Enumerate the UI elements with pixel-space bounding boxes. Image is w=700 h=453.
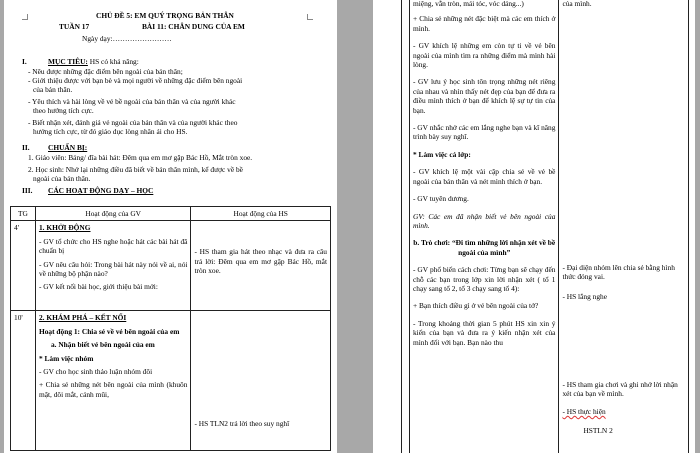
header-gv: Hoạt động của GV [35,207,191,221]
preparation-list [28,153,252,183]
objective-line: - Biết nhận xét, đánh giá vẻ ngoài của bản thân và của người khác theo [28,118,238,127]
hs-activity: - HS thực hiện [562,407,606,416]
corner-mark [307,14,313,20]
table-header-row [11,207,331,221]
activity-heading: Hoạt động 1: Chia sẻ về vẻ bên ngoài của em [38,326,180,336]
row-hs-cell [191,311,331,451]
document-page-left [4,0,337,453]
header-hs: Hoạt động của HS [191,207,331,221]
preparation-line: ngoài của bản thân. [33,174,91,183]
gv-activity: + Chia sẻ những nét đặc biệt mà các em thích ở mình. [412,14,556,33]
activities-table [10,206,331,451]
gv-activity: - GV nhắc nhở các em lắng nghe bạn và kĩ năng trình bày suy nghĩ. [412,123,556,142]
week-label: TUẦN 17 [59,22,90,31]
gv-activity: miệng, vẫn tròn, mái tóc, vóc dáng...) [412,0,524,8]
row-time [402,0,410,453]
step-title: 2. KHÁM PHÁ – KẾT NỐI [38,313,127,323]
row-time: 10' [11,311,36,451]
hs-activity: - HS lắng nghe [562,292,607,301]
section-objectives [48,57,139,66]
hs-activity: - HS TLN2 trả lời theo suy nghĩ [194,419,290,429]
preparation-line: 2. Học sinh: Nhớ lại những điều đã biết về bản thân mình, kể được về bề [28,165,243,174]
hs-activity: - HS tham gia hát theo nhạc và đưa ra câu trả lời: Đêm qua em mơ gặp Bác Hồ, mắt tròn xoe. [194,247,327,276]
table-row [11,221,331,311]
objectives-list [28,67,242,136]
gv-activity: - GV lưu ý học sinh tôn trọng những nét riêng của nhau và nhìn thấy nét đẹp của bạn để đưa ra điều mình thích ở bạn để khích lệ sự tự tin của bạn. [412,77,556,115]
hs-activity: - HS tham gia chơi và ghi nhớ lời nhận xét của bạn về mình. [562,380,678,399]
teaching-date: Ngày dạy:…………………… [82,34,172,43]
preparation-line: 1. Giáo viên: Bảng/ đĩa bài hát: Đêm qua em mơ gặp Bác Hồ, Mắt tròn xoe. [28,153,253,162]
objective-line: - Yêu thích và hài lòng về vẻ bề ngoài của bản thân và của người khác [28,97,236,106]
topic-title: CHỦ ĐỀ 5: EM QUÝ TRỌNG BẢN THÂN [96,11,234,20]
objectives-title: MỤC TIÊU: [48,57,88,66]
row-hs-cell [559,0,689,453]
document-page-right [373,0,695,453]
gv-activity: - GV phổ biến cách chơi: Từng bạn sẽ chạy đến chỗ các bạn trong lớp xin lời nhận xét ( tổ 1 chạy sang tổ 2, tổ 3 chạy sang tổ 4): [412,265,556,293]
objectives-intro: HS có khả năng: [87,57,139,66]
section-num-3: III. [22,186,33,195]
gv-activity: - GV cho học sinh thảo luận nhóm đôi [38,367,153,377]
header-tg: TG [11,207,36,221]
section-num-2: II. [22,143,30,152]
sub-heading: a. Nhận biết vẻ bên ngoài của em [50,340,155,350]
hs-activity: - Đại diện nhóm lên chia sẻ bằng hình thức đóng vai. [562,263,675,282]
row-time: 4' [11,221,36,311]
row-gv-cell [409,0,558,453]
row-gv-cell [35,311,191,451]
corner-mark [22,14,28,20]
preparation-title: CHUẨN BỊ: [48,143,88,152]
gv-activity: + Chia sẻ những nét bên ngoài của mình (khuôn mặt, dôi mắt, cánh mũi, [38,380,188,399]
section-num-1: I. [22,57,27,66]
gv-activity: + Bạn thích điều gì ở vẻ bên ngoài của tớ? [412,301,539,311]
gv-activity: - GV tuyên dương. [412,194,469,204]
table-row [11,311,331,451]
gv-activity: - Trong khoảng thời gian 5 phút HS xin xin ý kiến của bạn và đưa ra ý kiến nhận xét của mình đối với bạn. Bạn nào thu [412,318,556,347]
lesson-title: BÀI 11: CHÂN DUNG CỦA EM [142,22,245,31]
hs-activity: của mình. [562,0,592,8]
work-mode: * Làm việc cả lớp: [412,149,471,159]
gv-activity: - GV kết nối bài học, giới thiệu bài mới: [38,282,158,292]
gv-activity: - GV tổ chức cho HS nghe hoặc hát các bài hát đã chuẩn bị [38,236,188,256]
gv-conclusion: GV: Các em đã nhận biết vẻ bên ngoài của mình. [412,211,556,230]
activities-table-continued [401,0,689,453]
gv-activity: - GV khích lệ một vài cặp chia sẻ về vẻ bề ngoài của bản thân và nét mình thích ở bạn. [412,167,556,186]
gv-activity: - GV khích lệ những em còn tự ti về vẻ bên ngoài của mình tìm ra những điểm mà mình hài lòng. [412,41,556,70]
step-title: 1. KHỞI ĐỘNG [38,223,91,233]
objective-line: theo hướng tích cực. [33,106,94,115]
objective-line: - Nêu được những đặc điểm bên ngoài của bản thân; [28,67,183,76]
row-hs-cell [191,221,331,311]
row-gv-cell [35,221,191,311]
game-title: b. Trò chơi: “Đi tìm những lời nhận xét về bề ngoài của mình” [413,238,556,257]
work-mode: * Làm việc nhóm [38,353,94,363]
objective-line: hướng tích cực, từ đó giáo dục lòng nhân ái cho HS. [33,127,188,136]
hs-activity: HSTLN 2 [583,426,613,435]
table-row [402,0,689,453]
activities-title: CÁC HOẠT ĐỘNG DẠY – HỌC [48,186,154,195]
objective-line: - Giới thiệu được với bạn bè và mọi người về những đặc điểm bên ngoài [28,76,243,85]
objective-line: của bản thân. [33,85,73,94]
gv-activity: - GV nêu câu hỏi: Trong bài hát này nói về ai, nói về những bộ phận nào? [38,259,188,279]
